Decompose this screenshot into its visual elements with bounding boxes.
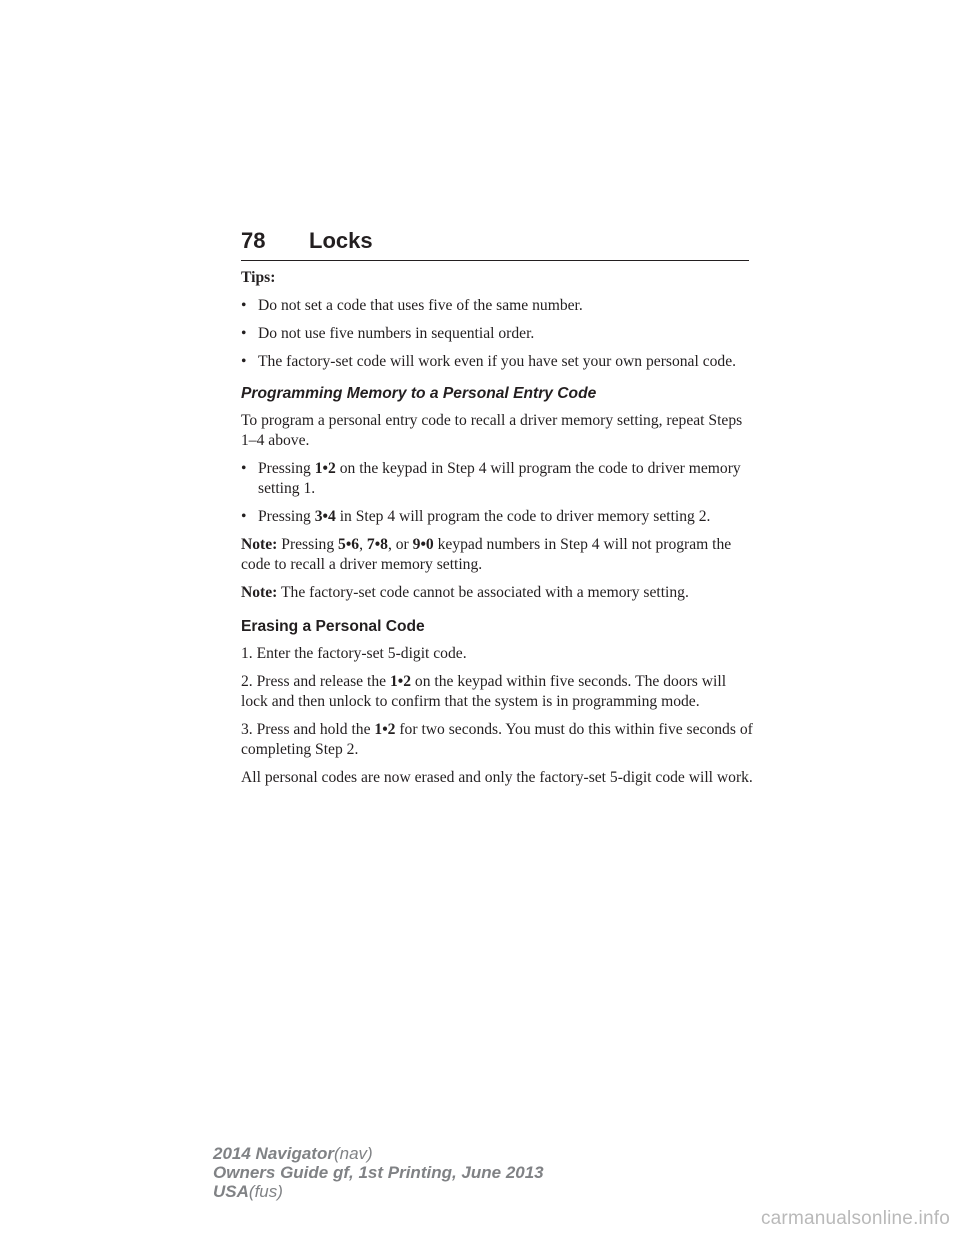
tip-item xyxy=(241,324,753,344)
note-label: Note: xyxy=(241,536,278,553)
footer-model: 2014 Navigator xyxy=(213,1144,334,1163)
note-separator: , xyxy=(359,536,367,553)
footer-line-3 xyxy=(213,1182,544,1201)
keypad-key: 7•8 xyxy=(366,536,388,553)
page-header xyxy=(241,226,749,261)
erasing-closing: All personal codes are now erased and only the factory-set 5-digit code will work. xyxy=(241,769,753,786)
bullet-glyph: • xyxy=(241,325,247,342)
document-footer xyxy=(213,1144,544,1201)
keypad-key: 1•2 xyxy=(374,721,396,738)
keypad-key: 1•2 xyxy=(389,673,412,690)
erasing-step-1: 1. Enter the factory-set 5-digit code. xyxy=(241,645,467,662)
footer-market-code: (fus) xyxy=(248,1182,283,1201)
note-text: Pressing xyxy=(277,536,339,553)
note-text: keypad numbers in Step 4 will not program the code to recall a driver memory setting. xyxy=(241,536,732,573)
note-label: Note: xyxy=(241,584,278,601)
bullet-glyph: • xyxy=(241,460,247,477)
note-text: The factory-set code cannot be associated with a memory setting. xyxy=(277,584,689,601)
tip-text: The factory-set code will work even if you have set your own personal code. xyxy=(258,353,737,370)
keypad-key: 5•6 xyxy=(338,536,360,553)
footer-model-code: (nav) xyxy=(333,1144,373,1163)
bullet-suffix: on the keypad in Step 4 will program the code to driver memory setting 1. xyxy=(258,460,741,497)
bullet-glyph: • xyxy=(241,297,247,314)
bullet-suffix: in Step 4 will program the code to driver memory setting 2. xyxy=(335,508,711,525)
erasing-step-3 xyxy=(241,720,753,760)
tip-text: Do not set a code that uses five of the same number. xyxy=(258,297,583,314)
step-prefix: 2. Press and release the xyxy=(241,673,390,690)
bullet-glyph: • xyxy=(241,353,247,370)
programming-intro: To program a personal entry code to recall a driver memory setting, repeat Steps 1–4 above. xyxy=(241,412,743,449)
page-number: 78 xyxy=(241,228,266,253)
tips-label: Tips: xyxy=(241,269,276,286)
erasing-step-2 xyxy=(241,672,753,712)
erasing-heading: Erasing a Personal Code xyxy=(241,618,425,635)
page-content xyxy=(241,268,753,796)
bullet-glyph: • xyxy=(241,508,247,525)
keypad-key: 3•4 xyxy=(314,508,336,525)
footer-line-1 xyxy=(213,1144,544,1163)
note-separator: , or xyxy=(387,536,413,553)
step-suffix: for two seconds. You must do this within five seconds of completing Step 2. xyxy=(241,721,753,758)
programming-heading: Programming Memory to a Personal Entry Code xyxy=(241,385,597,402)
section-title: Locks xyxy=(309,228,373,253)
programming-bullet xyxy=(241,459,753,499)
step-suffix: on the keypad within five seconds. The doors will lock and then unlock to confirm that the system is in programming mode. xyxy=(241,673,727,710)
watermark-text: carmanualsonline.info xyxy=(760,1208,950,1229)
step-prefix: 3. Press and hold the xyxy=(241,721,375,738)
keypad-key: 1•2 xyxy=(314,460,336,477)
tip-text: Do not use five numbers in sequential order. xyxy=(258,325,535,342)
programming-bullet xyxy=(241,507,753,527)
tip-item xyxy=(241,352,753,372)
note-keypad-numbers xyxy=(241,535,753,575)
tip-item xyxy=(241,296,753,316)
bullet-prefix: Pressing xyxy=(258,460,315,477)
bullet-prefix: Pressing xyxy=(258,508,315,525)
footer-market: USA xyxy=(213,1182,249,1201)
note-factory-code xyxy=(241,583,753,603)
keypad-key: 9•0 xyxy=(412,536,434,553)
footer-line-2: Owners Guide gf, 1st Printing, June 2013 xyxy=(213,1163,544,1182)
